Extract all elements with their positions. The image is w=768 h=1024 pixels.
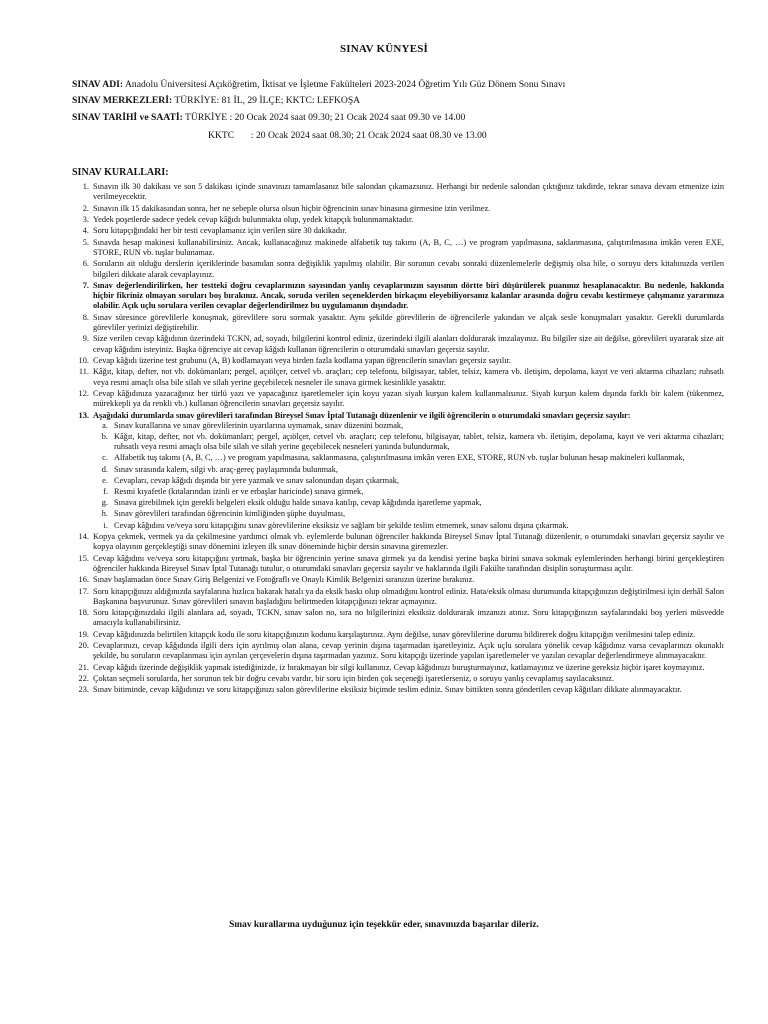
rule-item: 2. Sınavın ilk 15 dakikasından sonra, her ne sebeple olursa olsun hiçbir öğrencinin sınav binasına girmesine izin verilmez. xyxy=(91,204,724,214)
sub-rule-item: h. Sınav görevlileri tarafından öğrencinin kimliğinden şüphe duyulması, xyxy=(110,509,724,519)
sub-rule-item: i. Cevap kâğıdını ve/veya soru kitapçığını sınav görevlilerine eksiksiz ve sağlam bir şekilde teslim etmemek, sınav salonu dışına çıkarmak. xyxy=(110,521,724,531)
rule-item: 18. Soru kitapçığınızdaki ilgili alanlara ad, soyadı, TCKN, sınav salon no, sıra no bilgilerinizi eksiksiz doldurarak imzanızı atınız. Soru kitapçığınızın sayfalarındaki boş yerleri müsvedde amacıyla kullanabilirsiniz. xyxy=(91,608,724,628)
rule-item: 6. Soruların ait olduğu derslerin içeriklerinde basımdan sonra değişiklik yapılmış olabilir. Bir sorunun cevabı sonraki düzenlemelerle değişmiş olsa bile, o soruyu ders kitabınızda verilen bilgileri dikkate alarak cevaplayınız. xyxy=(91,259,724,279)
rules-heading: SINAV KURALLARI: xyxy=(72,167,169,178)
exam-name-label: SINAV ADI: xyxy=(72,79,124,90)
rule-item: 10. Cevap kâğıdı üzerine test grubunu (A, B) kodlamayan veya birden fazla kodlama yapan öğrencilerin sınavları geçersiz sayılır. xyxy=(91,356,724,366)
sub-rule-item: b. Kâğıt, kitap, defter, not vb. dokümanları; pergel, açıölçer, cetvel vb. araçları; cep telefonu, bilgisayar, tablet, telsiz, kamera vb. iletişim, depolama, kayıt ve veri aktarma cihazları; ruhsatlı veya resmi amaçlı olsa bile silah ve silah yerine geçebilecek nesneleri yanında bulundurmak, xyxy=(110,432,724,452)
rule-item: 9. Size verilen cevap kâğıdının üzerindeki TCKN, ad, soyadı, bilgilerini kontrol ediniz, üzerindeki ilgili alanları doldurarak imzalayınız. Bu bilgiler size ait değilse, görevlileri uyararak size ait cevap kâğıdını isteyiniz. Başka öğrenciye ait cevap kâğıdı kullanan öğrencilerin o oturumdaki sınavları geçersiz sayılır. xyxy=(91,334,724,354)
exam-centers-value: TÜRKİYE: 81 İL, 29 İLÇE; KKTC: LEFKOŞA xyxy=(174,95,361,106)
exam-centers-label: SINAV MERKEZLERİ: xyxy=(72,95,173,106)
document-title: SINAV KÜNYESİ xyxy=(339,43,429,55)
exam-date-kktc-line xyxy=(72,130,487,141)
rule-item: 4. Soru kitapçığındaki her bir testi cevaplamanız için verilen süre 30 dakikadır. xyxy=(91,226,724,236)
exam-name-value: Anadolu Üniversitesi Açıköğretim, İktisat ve İşletme Fakülteleri 2023-2024 Öğretim Yılı Güz Dönem Sonu Sınavı xyxy=(124,79,566,90)
rule-item: 20. Cevaplarınızı, cevap kâğıdında ilgili ders için ayrılmış olan alana, cevap yerinin dışına taşırmadan işaretleyiniz. Açık uçlu sorulara yönelik cevap kâğıdınız varsa cevaplarınızı okunaklı şekilde, bu soruların cevaplanması için ayrılan çerçevelerin dışına taşırmadan yazınız. Soru kitapçığı üzerinde yapılan işaretlemeler ve yazılan cevaplar değerlendirmeye alınmayacaktır. xyxy=(91,641,724,661)
exam-centers-line xyxy=(72,95,360,106)
rule-item: 14. Kopya çekmek, vermek ya da çekilmesine yardımcı olmak vb. eylemlerde bulunan öğrenciler hakkında Bireysel Sınav İptal Tutanağı düzenlenir, o oturumdaki sınavları geçersiz sayılır ve kopya olayının gerçekleştiği sınav dönemini izleyen ilk sınav döneminde hiçbir dersin sınavına giremezler. xyxy=(91,532,724,552)
sub-rule-item: c. Alfabetik tuş takımı (A, B, C, …) ve program yapılmasına, saklanmasına, çalıştırılmasına imkân veren EXE, STORE, RUN vb. tuşlar bulunan hesap makineleri kullanmak, xyxy=(110,453,724,463)
sub-rule-item: d. Sınav sırasında kalem, silgi vb. araç-gereç paylaşımında bulunmak, xyxy=(110,465,724,475)
rule-item: 17. Soru kitapçığınızı aldığınızda sayfalarına hızlıca bakarak hatalı ya da eksik baskı olup olmadığını kontrol ediniz. Hata/eksik olması durumunda kitapçığınızın değiştirilmesi için derhâl Salon Başkanına başvurunuz. Sınav görevlileri sınavın başladığını belirtmeden kitapçığınızı tekrar açmayınız. xyxy=(91,587,724,607)
rule-item: 8. Sınav süresince görevlilerle konuşmak, görevlilere soru sormak yasaktır. Aynı şekilde görevlilerin de öğrencilerle yakından ve alçak sesle konuşmaları yasaktır. Gerekli durumlarda görevliler yerinizi değiştirebilir. xyxy=(91,313,724,333)
rule-item: 3. Yedek poşetlerde sadece yedek cevap kâğıdı bulunmakta olup, yedek kitapçık bulunmamaktadır. xyxy=(91,215,724,225)
exam-date-kktc: KKTC : 20 Ocak 2024 saat 08.30; 21 Ocak 2024 saat 08.30 ve 13.00 xyxy=(208,130,487,141)
sub-rules-list xyxy=(93,421,724,531)
rule-item: 5. Sınavda hesap makinesi kullanabilirsiniz. Ancak, kullanacağınız makinede alfabetik tuş takımı (A, B, C, …) ve program yapılmasına, saklanmasına, çalıştırılmasına imkân veren EXE, STORE, RUN vb. tuşlar bulunamaz. xyxy=(91,238,724,258)
rule-item: 15. Cevap kâğıdını ve/veya soru kitapçığını yırtmak, başka bir öğrencinin yerine sınava girmek ya da kendisi yerine başka birini sınava sokmak eylemlerinden herhangi birini gerçekleştiren öğrenciler hakkında Bireysel Sınav İptal Tutanağı tutulur, o oturumdaki sınavları geçersiz sayılır ve haklarında ilgili Fakülte tarafından disiplin soruşturması açılır. xyxy=(91,554,724,574)
rule-item: 23. Sınav bitiminde, cevap kâğıdınızı ve soru kitapçığınızı salon görevlilerine eksiksiz biçimde teslim ediniz. Sınav bittikten sonra gönderilen cevap kâğıtları dikkate alınmayacaktır. xyxy=(91,685,724,695)
sub-rule-item: a. Sınav kurallarına ve sınav görevlilerinin uyarılarına uymamak, sınav düzenini bozmak, xyxy=(110,421,724,431)
exam-date-turkey: TÜRKİYE : 20 Ocak 2024 saat 09.30; 21 Ocak 2024 saat 09.30 ve 14.00 xyxy=(185,112,466,123)
exam-name-line xyxy=(72,79,565,90)
rule-item: 16. Sınav başlamadan önce Sınav Giriş Belgenizi ve Fotoğraflı ve Onaylı Kimlik Belgenizi sıranızın üzerine bırakınız. xyxy=(91,575,724,585)
exam-date-label: SINAV TARİHİ ve SAATİ: xyxy=(72,112,183,123)
closing-note: Sınav kurallarına uyduğunuz için teşekkür eder, sınavınızda başarılar dileriz. xyxy=(229,920,539,930)
rule-item: 1. Sınavın ilk 30 dakikası ve son 5 dakikası içinde sınavınızı tamamlasanız bile salondan çıkamazsınız. Herhangi bir nedenle salondan çıktığınız takdirde, tekrar sınava devam etmenize izin verilmeyecektir. xyxy=(91,182,724,202)
exam-date-line xyxy=(72,112,465,123)
rule-item: 12. Cevap kâğıdınıza yazacağınız her türlü yazı ve yapacağınız işaretlemeler için koyu yazan siyah kurşun kalem kullanmalısınız. Siyah kurşun kalem dışında farklı bir kalem (tükenmez, mürekkepli ya da renkli vb.) kullanan öğrencilerin sınavları geçersiz sayılır. xyxy=(91,389,724,409)
rule-item: 19. Cevap kâğıdınızda belirtilen kitapçık kodu ile soru kitapçığınızın kodunu karşılaştırınız. Aynı değilse, sınav görevlilerine durumu bildirerek doğru kitapçığın verilmesini talep ediniz. xyxy=(91,630,724,640)
sub-rule-item: e. Cevapları, cevap kâğıdı dışında bir yere yazmak ve sınav salonundan dışarı çıkarmak, xyxy=(110,476,724,486)
sub-rule-item: f. Resmi kıyafetle (kıtalarından izinli er ve erbaşlar haricinde) sınava girmek, xyxy=(110,487,724,497)
rules-list xyxy=(72,182,724,697)
rule-item: 13. Aşağıdaki durumlarda sınav görevlileri tarafından Bireysel Sınav İptal Tutanağı düzenlenir ve ilgili öğrencilerin o oturumdaki sınavları geçersiz sayılır: a. Sınav kurallarına ve sınav görevlilerinin uyarılarına uymamak, sınav düzenini bozmak, b. Kâğıt, kitap, defter, not vb. dokümanları; pergel, açıölçer, cetvel vb. araçları; cep telefonu, bilgisayar, tablet, telsiz, kamera vb. iletişim, depolama, kayıt ve veri aktarma cihazları; ruhsatlı veya resmi amaçlı olsa bile silah ve silah yerine geçebilecek nesneleri yanında bulundurmak, c. Alfabetik tuş takımı (A, B, C, …) ve program yapılmasına, saklanmasına, çalıştırılmasına imkân veren EXE, STORE, RUN vb. tuşlar bulunan hesap makineleri kullanmak, d. Sınav sırasında kalem, silgi vb. araç-gereç paylaşımında bulunmak, e. Cevapları, cevap kâğıdı dışında bir yere yazmak ve sınav salonundan dışarı çıkarmak, f. Resmi kıyafetle (kıtalarından izinli er ve erbaşlar haricinde) sınava girmek, g. Sınava girebilmek için gerekli belgeleri eksik olduğu halde sınava katılıp, cevap kâğıdında işaretleme yapmak, h. Sınav görevlileri tarafından öğrencinin kimliğinden şüphe duyulması, i. Cevap kâğıdını ve/veya soru kitapçığını sınav görevlilerine eksiksiz ve sağlam bir şekilde teslim etmemek, sınav salonu dışına çıkarmak. xyxy=(91,411,724,531)
rule-item: 21. Cevap kâğıdı üzerinde değişiklik yapmak istediğinizde, iz bırakmayan bir silgi kullanınız. Cevap kâğıdınızı buruşturmayınız, katlamayınız ve üzerine gereksiz hiçbir işaret koymayınız. xyxy=(91,663,724,673)
sub-rule-item: g. Sınava girebilmek için gerekli belgeleri eksik olduğu halde sınava katılıp, cevap kâğıdında işaretleme yapmak, xyxy=(110,498,724,508)
rule-item: 22. Çoktan seçmeli sorularda, her sorunun tek bir doğru cevabı vardır, bir soru için birden çok seçeneği işaretlerseniz, o soruyu yanlış cevaplamış sayılacaksınız. xyxy=(91,674,724,684)
rule-item: 11. Kâğıt, kitap, defter, not vb. dokümanları; pergel, açıölçer, cetvel vb. araçları; cep telefonu, bilgisayar, tablet, telsiz, kamera vb. iletişim, depolama, kayıt ve veri aktarma cihazları; ruhsatlı veya resmi amaçlı olsa bile silah ve silah yerine geçebilecek nesneler ile sınava girmek kesinlikle yasaktır. xyxy=(91,367,724,387)
rule-item: 7. Sınav değerlendirilirken, her testteki doğru cevaplarınızın sayısından yanlış cevaplarınızın sayısının dörtte biri düşürülerek puanınız hesaplanacaktır. Bu nedenle, hakkında hiçbir fikriniz olmayan soruları boş bırakınız. Ancak, soruda verilen seçeneklerden birkaçını eleyebiliyorsanız kalanlar arasında doğru cevabı kestirmeye çalışmanız yararınıza olabilir. Açık uçlu sorulara verilen cevaplar değerlendirilmez bu uygulamanın dışındadır. xyxy=(91,281,724,312)
